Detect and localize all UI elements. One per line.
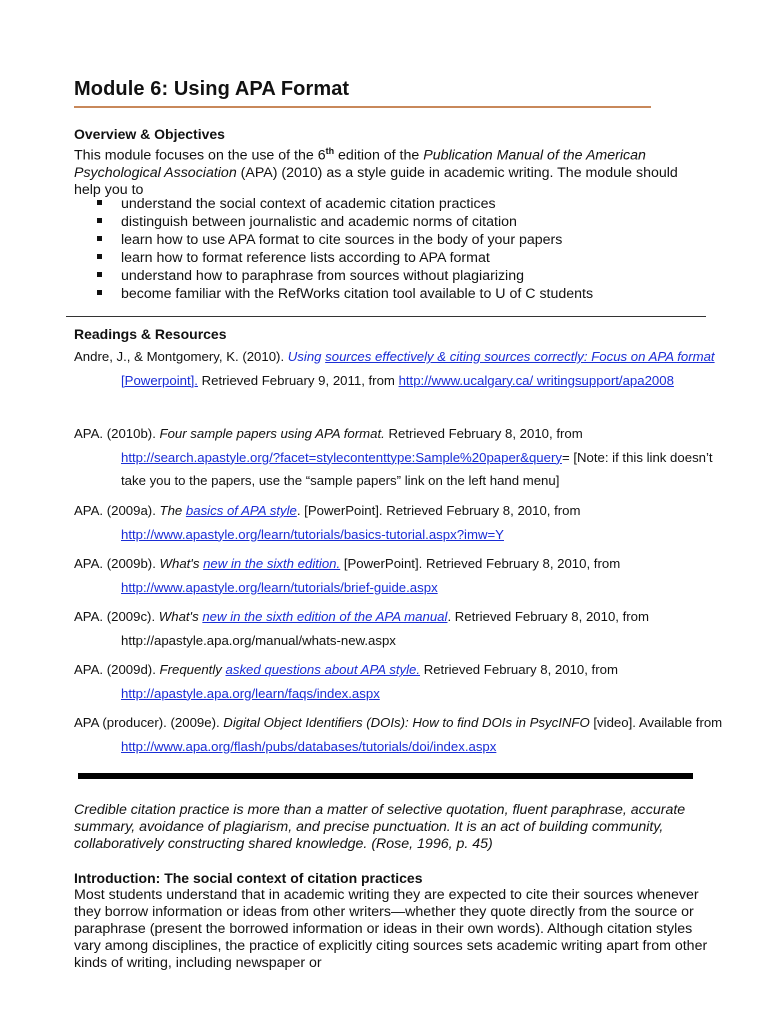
list-item: [97, 195, 593, 213]
title-divider: [74, 106, 651, 108]
intro-text-3: (APA) (2010) as a style guide in academic writing. The module should help you to: [74, 164, 678, 198]
ref-title-link[interactable]: [203, 556, 340, 571]
ref-authors: Andre, J., & Montgomery, K. (2010).: [74, 349, 288, 364]
bullet-icon: [97, 200, 102, 205]
ref-retrieved: Retrieved February 9, 2011, from: [197, 372, 399, 388]
ref-retrieved: [PowerPoint]. Retrieved February 8, 2010, from: [340, 556, 621, 571]
ref-retrieved: . [PowerPoint]. Retrieved February 8, 2010, from: [296, 503, 581, 518]
reference-entry: [74, 422, 741, 493]
objective-text: learn how to format reference lists according to APA format: [121, 250, 490, 266]
ref-retrieved: Retrieved February 8, 2010, from: [420, 662, 618, 677]
ref-url-link[interactable]: http://www.apa.org/flash/pubs/databases/tutorials/doi/index.aspx: [121, 738, 497, 754]
list-item: [97, 213, 593, 231]
ref-url-link[interactable]: http://www.apastyle.org/learn/tutorials/brief-guide.aspx: [121, 579, 438, 595]
bullet-icon: [97, 272, 102, 277]
overview-intro: [74, 143, 704, 199]
list-item: [97, 285, 593, 303]
section-divider: [66, 316, 706, 317]
bullet-icon: [97, 236, 102, 241]
thick-divider: [78, 773, 693, 779]
ref-authors: APA. (2009b).: [74, 556, 160, 571]
ref-authors: APA. (2009c).: [74, 609, 159, 624]
list-item: [97, 231, 593, 249]
ref-title: asked questions about APA style.: [225, 662, 421, 677]
reference-entry: [74, 552, 761, 599]
objective-text: learn how to use APA format to cite sources in the body of your papers: [121, 232, 563, 248]
ref-url: http://apastyle.apa.org/manual/whats-new.aspx: [121, 632, 396, 648]
ref-title-prefix: What's: [158, 609, 203, 624]
bullet-icon: [97, 218, 102, 223]
overview-heading: Overview & Objectives: [74, 126, 225, 142]
ref-title-link[interactable]: [186, 503, 297, 518]
ref-url-link[interactable]: http://apastyle.apa.org/learn/faqs/index.aspx: [121, 685, 380, 701]
ref-url-link[interactable]: http://search.apastyle.org/?facet=stylecontenttype:Sample%20paper&query: [121, 449, 562, 465]
ref-url-link[interactable]: http://www.apastyle.org/learn/tutorials/basics-tutorial.aspx?imw=Y: [121, 526, 504, 542]
ref-title: Four sample papers using APA format.: [159, 426, 385, 441]
list-item: [97, 249, 593, 267]
ref-title-prefix: What's: [159, 556, 204, 571]
ref-title-prefix: The: [159, 503, 186, 518]
bullet-icon: [97, 254, 102, 259]
ref-title-prefix: Using: [287, 349, 326, 364]
ref-retrieved: . Retrieved February 8, 2010, from: [447, 609, 650, 624]
reference-entry: [74, 711, 741, 758]
ref-authors: APA. (2009d).: [74, 662, 160, 677]
ref-format: [Powerpoint].: [121, 372, 198, 388]
bullet-icon: [97, 290, 102, 295]
readings-heading: Readings & Resources: [74, 326, 227, 342]
objective-text: understand the social context of academic citation practices: [121, 196, 496, 212]
epigraph-quote: Credible citation practice is more than a matter of selective quotation, fluent paraphrase, accurate summary, avoidance of plagiarism, and precise punctuation. It is an act of building community, collaboratively constructing shared knowledge. (Rose, 1996, p. 45): [74, 802, 686, 852]
introduction-text: Most students understand that in academic writing they are expected to cite their sources whenever they borrow information or ideas from other writers—whether they quote directly from the source or paraphrase (present the borrowed information or ideas in their own words). Although citation styles vary among disciplines, the practice of explicitly citing sources sets academic writing apart from other kinds of writing, including newspaper or: [74, 887, 708, 971]
ref-title: sources effectively & citing sources correctly: Focus on APA format: [325, 349, 715, 364]
ref-retrieved: Retrieved February 8, 2010, from: [384, 426, 583, 441]
ref-url-link[interactable]: http://www.ucalgary.ca/ writingsupport/apa2008: [398, 372, 674, 388]
reference-entry: [74, 605, 761, 652]
ref-authors: APA. (2009a).: [74, 503, 160, 518]
ref-title-link[interactable]: [202, 609, 447, 624]
ref-note: = [Note: if this link doesn’t take you to the papers, use the “sample papers” link on the left hand menu]: [121, 449, 713, 488]
reference-entry: [74, 658, 761, 705]
intro-text-2: edition of the: [334, 147, 424, 164]
ref-title-link[interactable]: [226, 662, 421, 677]
ref-title: new in the sixth edition.: [203, 556, 341, 571]
ref-title: basics of APA style: [185, 503, 297, 518]
page-title: Module 6: Using APA Format: [74, 78, 350, 100]
ref-available: [video]. Available from: [589, 715, 723, 730]
ref-title: new in the sixth edition of the APA manual: [202, 609, 448, 624]
reference-entry: [74, 499, 761, 546]
ref-title-prefix: Frequently: [159, 662, 226, 677]
objective-text: become familiar with the RefWorks citation tool available to U of C students: [121, 286, 594, 302]
list-item: [97, 267, 593, 285]
objective-text: distinguish between journalistic and academic norms of citation: [121, 214, 517, 230]
ref-authors: APA. (2010b).: [74, 426, 160, 441]
ref-authors: APA (producer). (2009e).: [74, 715, 224, 730]
intro-text-1: This module focuses on the use of the 6: [74, 147, 326, 164]
ref-title: Digital Object Identifiers (DOIs): How to find DOIs in PsycINFO: [223, 715, 590, 730]
intro-superscript: th: [325, 146, 335, 156]
objectives-list: [97, 195, 593, 303]
introduction-heading: Introduction: The social context of citation practices: [74, 870, 423, 886]
reference-entry: [74, 345, 746, 392]
manual-title: Publication Manual of the American Psychological Association: [74, 147, 646, 181]
objective-text: understand how to paraphrase from sources without plagiarizing: [121, 268, 524, 284]
